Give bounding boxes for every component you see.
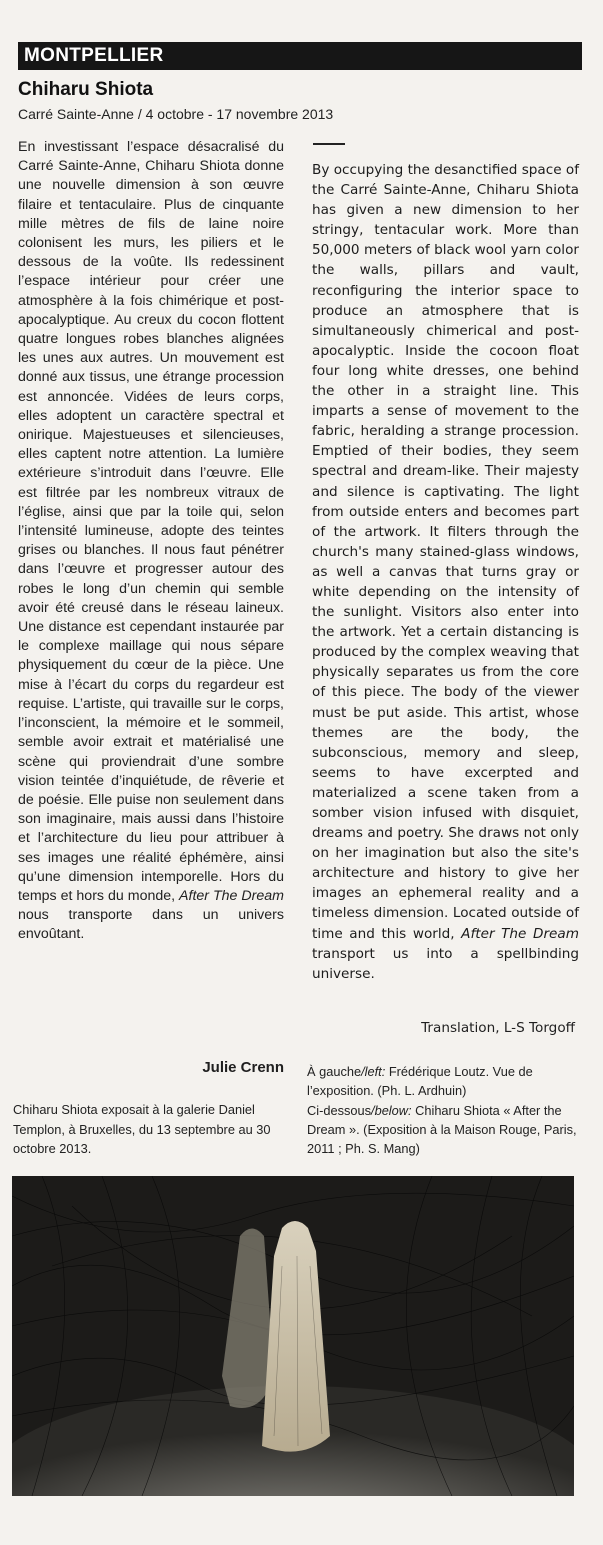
caption-below-text: Chiharu Shiota « After the Dream ». (Exposition à la Maison Rouge, Paris, 2011 ; Ph. S. Mang): [307, 1102, 577, 1157]
english-column: [312, 160, 579, 984]
caption-below-label-en: /below:: [371, 1102, 412, 1118]
english-body: By occupying the desanctified space of the Carré Sainte-Anne, Chiharu Shiota has given a new dimension to her stringy, tentacular work. More than 50,000 meters of black wool yarn color the walls, pillars and vault, reconfiguring the interior space to produce an atmosphere that is simultaneously chimerical and post-apocalyptic. Inside the cocoon float four long white dresses, one behind the other in a straight line. This imparts a sense of movement to the fabric, heralding a strange procession. Emptied of their bodies, they seem spectral and dream-like. Their majesty and silence is captivating. The light from outside enters and becomes part of the artwork. It filters through the church's many stained-glass windows, as well a canvas that turns gray or white depending on the intensity of the sunlight. Visitors also enter into the artwork. Yet a certain distancing is produced by the complex weaving that physically separates us from the core of this piece. The body of the viewer must be put aside. This artist, whose themes are the body, the subconscious, memory and sleep, seems to have excerpted and materialized a scene taken from a somber vision infused with disquiet, dreams and poetry. She draws not only on her imagination but also the site's architecture and history to give her images an ephemeral reality and a timeless dimension. Located outside of time and this world, After The Dream transport us into a spellbinding universe.: [312, 162, 579, 982]
artwork-photo: [12, 1176, 574, 1496]
photo-caption: [307, 1062, 587, 1158]
translation-credit: Translation, L-S Torgoff: [421, 1020, 575, 1036]
caption-left-label-en: /left:: [361, 1064, 386, 1079]
exhibition-note: Chiharu Shiota exposait à la galerie Daniel Templon, à Bruxelles, du 13 septembre au 30 octobre 2013.: [13, 1102, 271, 1156]
caption-left-label: À gauche: [307, 1064, 362, 1079]
article-subtitle: Carré Sainte-Anne / 4 octobre - 17 novembre 2013: [18, 106, 334, 122]
caption-left-text: Frédérique Loutz. Vue de l’exposition. (Ph. L. Ardhuin): [307, 1064, 533, 1099]
french-body: En investissant l’espace désacralisé du Carré Sainte-Anne, Chiharu Shiota donne une nouvelle dimension à son œuvre filaire et tentaculaire. Plus de cinquante mille mètres de fils de laine noire colonisent les murs, les piliers et le dessous de la voûte. Ils redessinent l’espace intérieur pour créer une atmosphère à la fois chimérique et post-apocalyptique. Au creux du cocon flottent quatre longues robes blanches alignées les unes aux autres. Un mouvement est donné aux tissus, une étrange procession est annoncée. Vidées de leurs corps, elles adoptent un caractère spectral et onirique. Majestueuses et silencieuses, elles captent notre attention. La lumière extérieure s’introduit dans l’œuvre. Elle est filtrée par les nombreux vitraux de l’église, ainsi que par la toile qui, selon l’intensité lumineuse, adopte des teintes grises ou blanches. Il nous faut pénétrer dans l’œuvre et progresser autour des robes le long d’un chemin qui semble avoir été creusé dans le réseau laineux. Une distance est cependant instaurée par le complexe maillage qui nous sépare physiquement du cœur de la pièce. Une mise à l’écart du corps du regardeur est requise. L’artiste, qui travaille sur le corps, l’inconscient, la mémoire et le sommeil, semble avoir extrait et matérialisé une scène qui proviendrait d’une sombre vision teintée d’inquiétude, de rêverie et de poésie. Elle puise non seulement dans son imaginaire, mais aussi dans l’histoire et l’architecture du lieu pour attribuer à ses images une réalité éphémère, ainsi qu’une dimension intemporelle. Hors du temps et hors du monde, After The Dream nous transporte dans un univers envoûtant.: [18, 139, 284, 943]
artwork-photo-illustration: [12, 1176, 574, 1496]
french-column: [18, 138, 284, 945]
english-work-title: After The Dream: [461, 925, 579, 942]
french-work-title: After The Dream: [179, 887, 284, 904]
article-title: Chiharu Shiota: [18, 79, 154, 100]
caption-below-label: Ci-dessous: [307, 1102, 372, 1118]
column-divider: [313, 143, 345, 145]
author-signature: Julie Crenn: [202, 1059, 284, 1076]
section-header: MONTPELLIER: [18, 42, 582, 70]
